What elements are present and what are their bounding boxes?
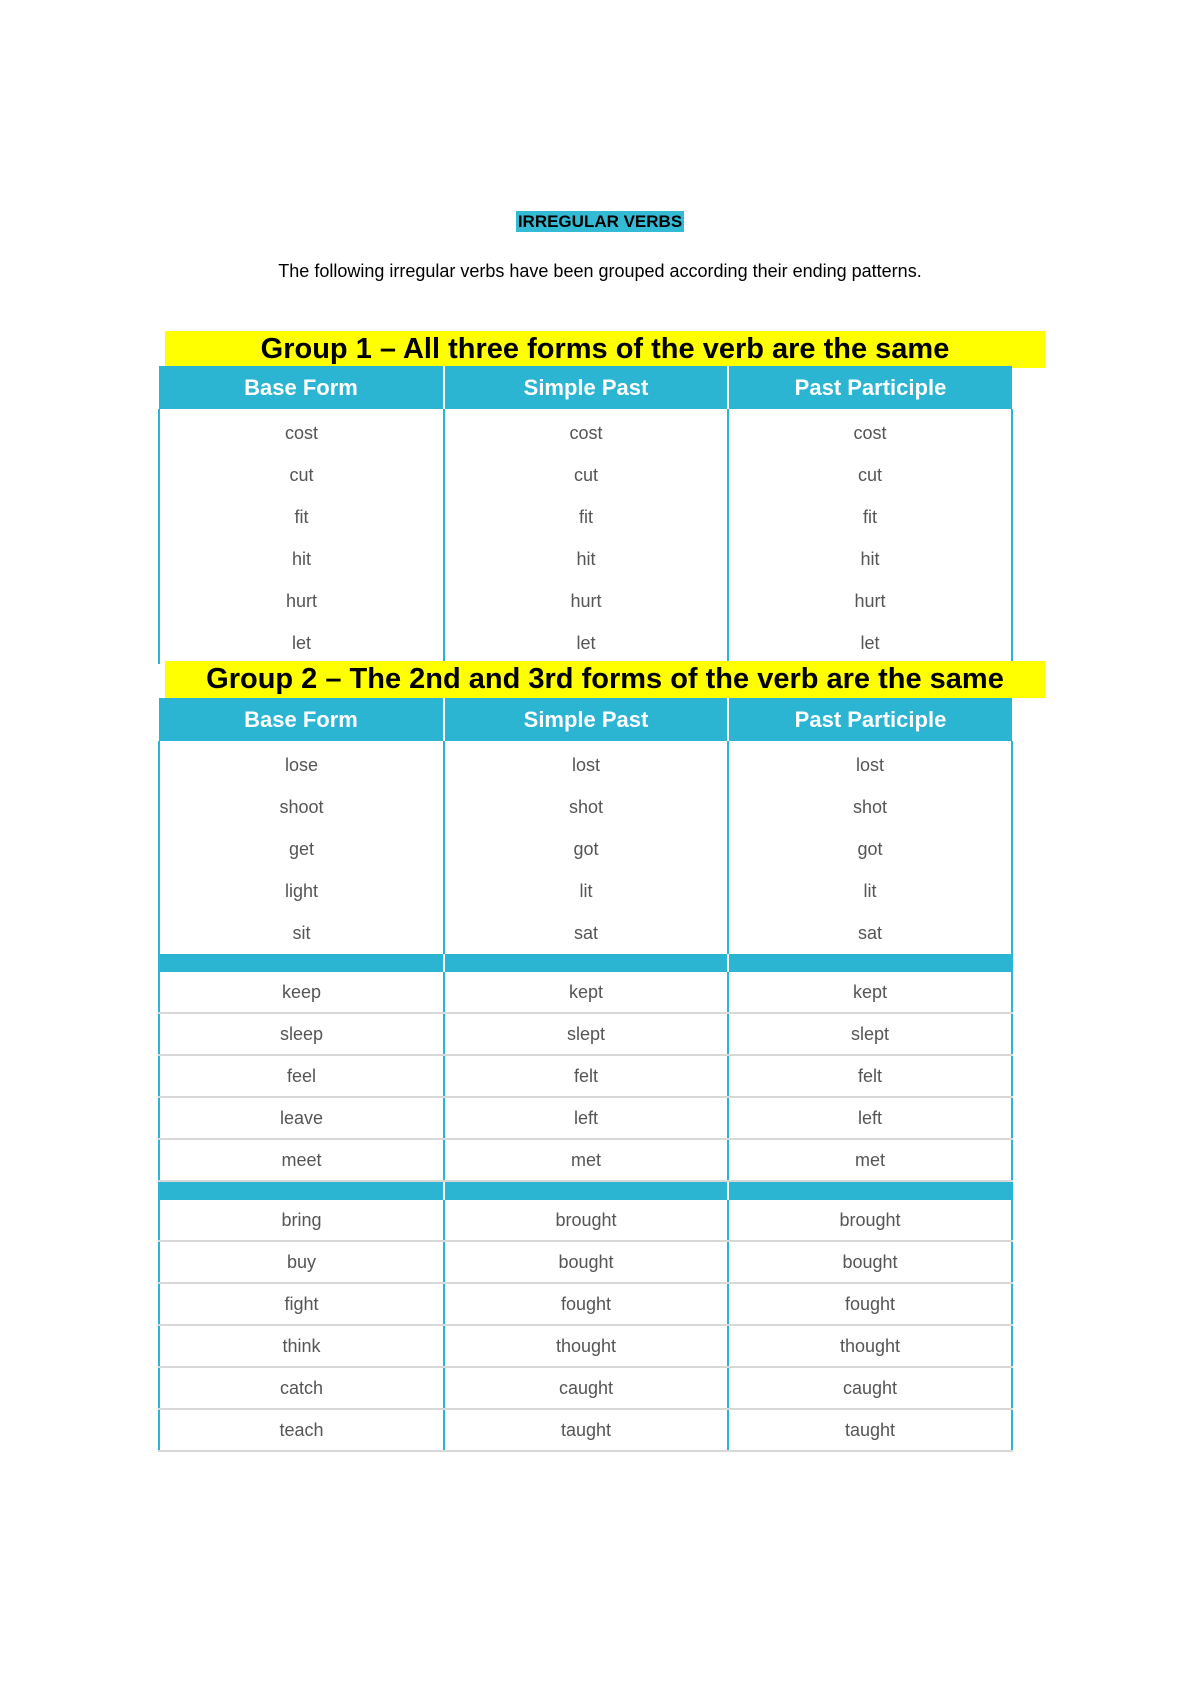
cell-base-form: bring (159, 1200, 444, 1241)
separator-cell (444, 1181, 728, 1200)
column-header-base-form: Base Form (159, 698, 444, 741)
cell-simple-past: lit (444, 870, 728, 912)
cell-base-form: leave (159, 1097, 444, 1139)
cell-past-participle: sat (728, 912, 1012, 954)
cell-simple-past: caught (444, 1367, 728, 1409)
cell-past-participle: brought (728, 1200, 1012, 1241)
cell-simple-past: hurt (444, 580, 728, 622)
table-header-row (159, 366, 1012, 409)
group-1-heading: Group 1 – All three forms of the verb are the same (165, 331, 1045, 368)
column-header-simple-past: Simple Past (444, 366, 728, 409)
cell-base-form: get (159, 828, 444, 870)
table-row (159, 786, 1012, 828)
cell-past-participle: caught (728, 1367, 1012, 1409)
cell-past-participle: hurt (728, 580, 1012, 622)
cell-past-participle: kept (728, 972, 1012, 1013)
cell-simple-past: brought (444, 1200, 728, 1241)
cell-simple-past: cut (444, 454, 728, 496)
separator-cell (728, 954, 1012, 972)
separator-cell (444, 954, 728, 972)
group-2-heading: Group 2 – The 2nd and 3rd forms of the verb are the same (165, 661, 1045, 698)
table-row (159, 1013, 1012, 1055)
table-row (159, 412, 1012, 454)
table-row (159, 870, 1012, 912)
block-separator-row (159, 954, 1012, 972)
cell-base-form: hit (159, 538, 444, 580)
cell-past-participle: fought (728, 1283, 1012, 1325)
cell-simple-past: thought (444, 1325, 728, 1367)
cell-simple-past: let (444, 622, 728, 664)
table-row (159, 1200, 1012, 1241)
cell-simple-past: fit (444, 496, 728, 538)
separator-cell (728, 1181, 1012, 1200)
cell-base-form: buy (159, 1241, 444, 1283)
separator-cell (159, 954, 444, 972)
cell-base-form: lose (159, 744, 444, 786)
cell-past-participle: slept (728, 1013, 1012, 1055)
cell-past-participle: cut (728, 454, 1012, 496)
table-row (159, 1283, 1012, 1325)
table-row (159, 1055, 1012, 1097)
table-row (159, 828, 1012, 870)
group-1-table (158, 366, 1013, 664)
cell-past-participle: shot (728, 786, 1012, 828)
cell-simple-past: slept (444, 1013, 728, 1055)
cell-past-participle: got (728, 828, 1012, 870)
cell-base-form: fight (159, 1283, 444, 1325)
column-header-base-form: Base Form (159, 366, 444, 409)
cell-base-form: sleep (159, 1013, 444, 1055)
table-row (159, 1409, 1012, 1451)
cell-base-form: think (159, 1325, 444, 1367)
table-row (159, 622, 1012, 664)
cell-base-form: feel (159, 1055, 444, 1097)
cell-simple-past: left (444, 1097, 728, 1139)
group-2-table (158, 698, 1013, 1452)
cell-simple-past: met (444, 1139, 728, 1181)
table-row (159, 454, 1012, 496)
table-row (159, 496, 1012, 538)
cell-simple-past: fought (444, 1283, 728, 1325)
cell-simple-past: taught (444, 1409, 728, 1451)
cell-base-form: keep (159, 972, 444, 1013)
cell-simple-past: lost (444, 744, 728, 786)
cell-past-participle: left (728, 1097, 1012, 1139)
cell-base-form: light (159, 870, 444, 912)
cell-base-form: cost (159, 412, 444, 454)
table-row (159, 580, 1012, 622)
table-header-row (159, 698, 1012, 741)
cell-simple-past: bought (444, 1241, 728, 1283)
column-header-past-participle: Past Participle (728, 366, 1012, 409)
cell-base-form: hurt (159, 580, 444, 622)
column-header-past-participle: Past Participle (728, 698, 1012, 741)
cell-base-form: meet (159, 1139, 444, 1181)
cell-past-participle: let (728, 622, 1012, 664)
cell-simple-past: felt (444, 1055, 728, 1097)
table-row (159, 1097, 1012, 1139)
table-row (159, 972, 1012, 1013)
table-row (159, 912, 1012, 954)
column-header-simple-past: Simple Past (444, 698, 728, 741)
table-row (159, 744, 1012, 786)
cell-simple-past: shot (444, 786, 728, 828)
cell-base-form: shoot (159, 786, 444, 828)
table-row (159, 1241, 1012, 1283)
cell-past-participle: hit (728, 538, 1012, 580)
cell-base-form: teach (159, 1409, 444, 1451)
cell-past-participle: fit (728, 496, 1012, 538)
cell-simple-past: sat (444, 912, 728, 954)
block-separator-row (159, 1181, 1012, 1200)
cell-past-participle: met (728, 1139, 1012, 1181)
cell-simple-past: kept (444, 972, 728, 1013)
cell-base-form: let (159, 622, 444, 664)
document-title-text: IRREGULAR VERBS (517, 212, 683, 231)
cell-simple-past: got (444, 828, 728, 870)
separator-cell (159, 1181, 444, 1200)
cell-past-participle: bought (728, 1241, 1012, 1283)
cell-base-form: sit (159, 912, 444, 954)
table-row (159, 1325, 1012, 1367)
cell-past-participle: thought (728, 1325, 1012, 1367)
document-title (0, 212, 1200, 232)
document-intro: The following irregular verbs have been grouped according their ending patterns. (278, 261, 922, 281)
cell-base-form: fit (159, 496, 444, 538)
cell-base-form: catch (159, 1367, 444, 1409)
cell-past-participle: cost (728, 412, 1012, 454)
cell-past-participle: lost (728, 744, 1012, 786)
cell-simple-past: hit (444, 538, 728, 580)
table-row (159, 1139, 1012, 1181)
cell-past-participle: felt (728, 1055, 1012, 1097)
cell-past-participle: taught (728, 1409, 1012, 1451)
cell-past-participle: lit (728, 870, 1012, 912)
cell-base-form: cut (159, 454, 444, 496)
table-row (159, 1367, 1012, 1409)
table-row (159, 538, 1012, 580)
cell-simple-past: cost (444, 412, 728, 454)
